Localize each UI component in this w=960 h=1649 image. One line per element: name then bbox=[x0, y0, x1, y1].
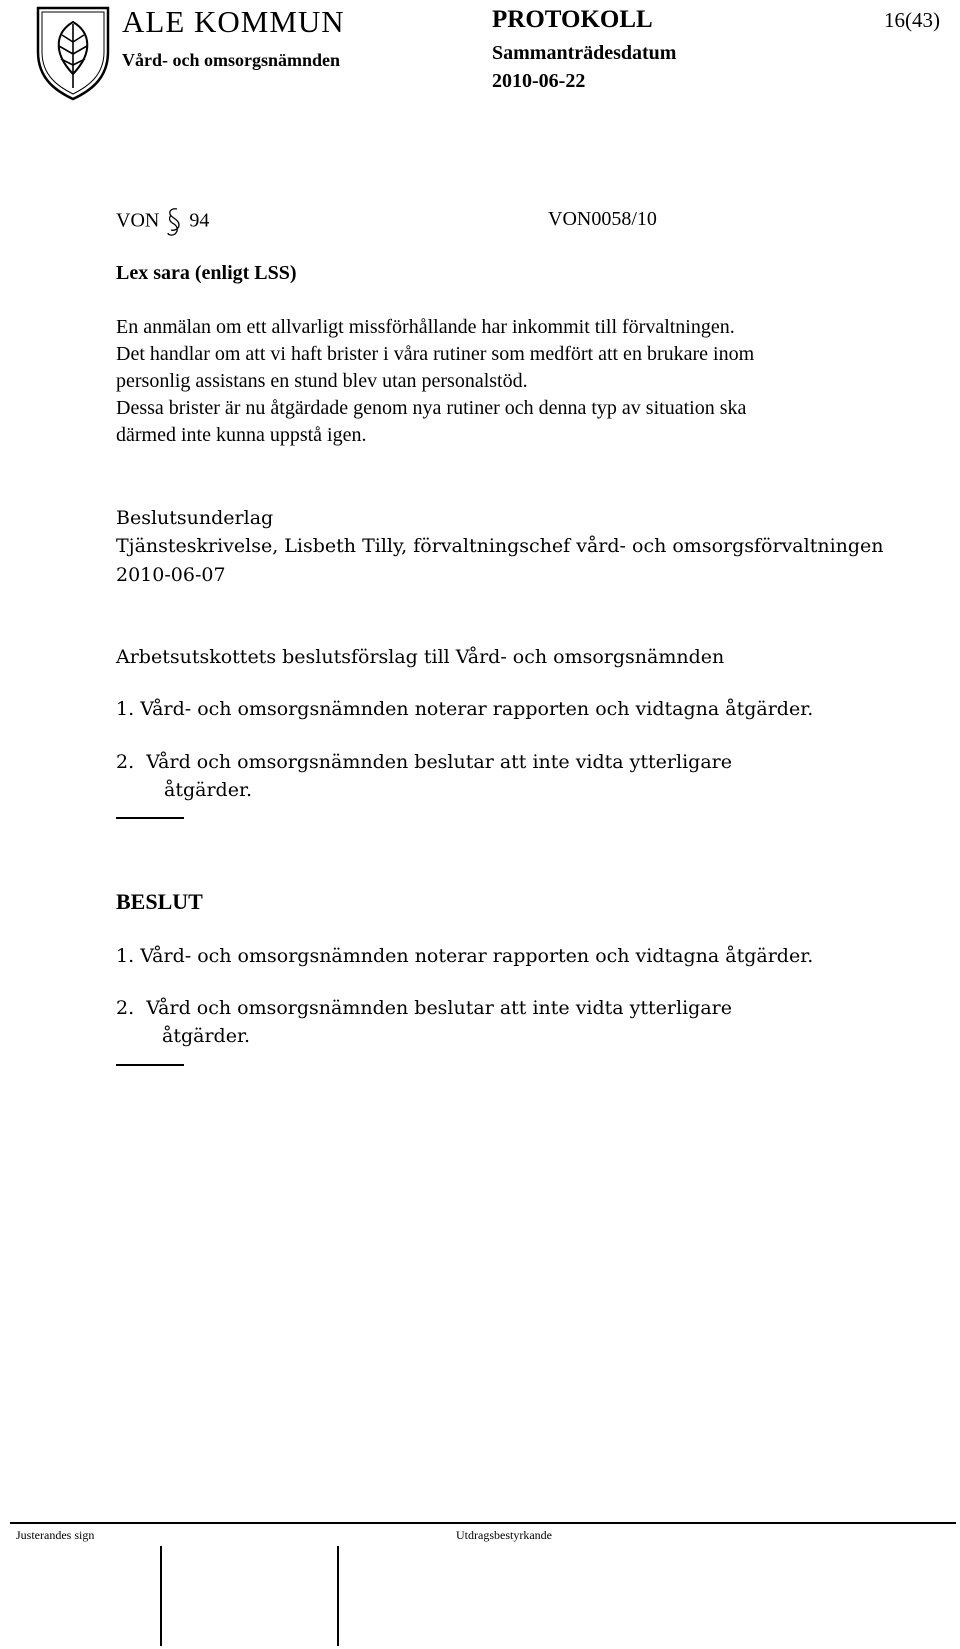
decision-item bbox=[116, 997, 732, 1019]
case-description bbox=[116, 314, 754, 449]
description-line: En anmälan om ett allvarligt missförhållande har inkommit till förvaltningen. bbox=[116, 316, 735, 338]
section-number bbox=[116, 206, 209, 238]
meeting-date: 2010-06-22 bbox=[492, 70, 586, 92]
section-sign-icon bbox=[164, 206, 184, 238]
basis-date: 2010-06-07 bbox=[116, 564, 226, 586]
item-text: Vård och omsorgsnämnden beslutar att inte vidta ytterligare bbox=[146, 751, 732, 773]
page-number: 16(43) bbox=[884, 8, 940, 32]
description-line: Dessa brister är nu åtgärdade genom nya rutiner och denna typ av situation ska bbox=[116, 397, 747, 419]
basis-document: Tjänsteskrivelse, Lisbeth Tilly, förvaltningschef vård- och omsorgsförvaltningen bbox=[116, 535, 884, 557]
divider bbox=[116, 817, 184, 819]
item-number: 2. bbox=[116, 751, 135, 773]
item-continuation: åtgärder. bbox=[164, 779, 252, 801]
divider bbox=[116, 1064, 184, 1066]
ale-kommun-logo bbox=[32, 2, 114, 102]
item-continuation: åtgärder. bbox=[162, 1025, 250, 1047]
signature-label: Justerandes sign bbox=[16, 1528, 95, 1542]
item-number: 1. bbox=[116, 945, 135, 967]
organization-name: ALE KOMMUN bbox=[122, 4, 345, 39]
decision-heading: BESLUT bbox=[116, 889, 203, 914]
item-number: 1. bbox=[116, 698, 135, 720]
basis-label: Beslutsunderlag bbox=[116, 507, 274, 529]
proposal-item bbox=[116, 751, 732, 773]
description-line: personlig assistans en stund blev utan personalstöd. bbox=[116, 370, 528, 392]
section-value: 94 bbox=[189, 209, 210, 232]
extract-certification-label: Utdragsbestyrkande bbox=[456, 1528, 552, 1542]
case-number: VON0058/10 bbox=[548, 208, 657, 230]
item-number: 2. bbox=[116, 997, 135, 1019]
footer-rule bbox=[10, 1522, 956, 1524]
decision-item bbox=[116, 945, 813, 967]
signature-box-divider bbox=[337, 1546, 339, 1646]
item-text: Vård och omsorgsnämnden beslutar att inte vidta ytterligare bbox=[146, 997, 732, 1019]
item-text: Vård- och omsorgsnämnden noterar rapporten och vidtagna åtgärder. bbox=[140, 945, 814, 967]
signature-box-divider bbox=[160, 1546, 162, 1646]
organization-committee: Vård- och omsorgsnämnden bbox=[122, 50, 341, 70]
meeting-date-label: Sammanträdesdatum bbox=[492, 42, 677, 64]
description-line: Det handlar om att vi haft brister i våra rutiner som medfört att en brukare inom bbox=[116, 343, 755, 365]
description-line: därmed inte kunna uppstå igen. bbox=[116, 424, 367, 446]
document-title: PROTOKOLL bbox=[492, 6, 653, 33]
section-prefix: VON bbox=[116, 209, 160, 232]
item-text: Vård- och omsorgsnämnden noterar rapporten och vidtagna åtgärder. bbox=[140, 698, 814, 720]
case-heading: Lex sara (enligt LSS) bbox=[116, 262, 297, 284]
proposal-item bbox=[116, 698, 813, 720]
proposal-heading: Arbetsutskottets beslutsförslag till Vård- och omsorgsnämnden bbox=[116, 646, 725, 668]
